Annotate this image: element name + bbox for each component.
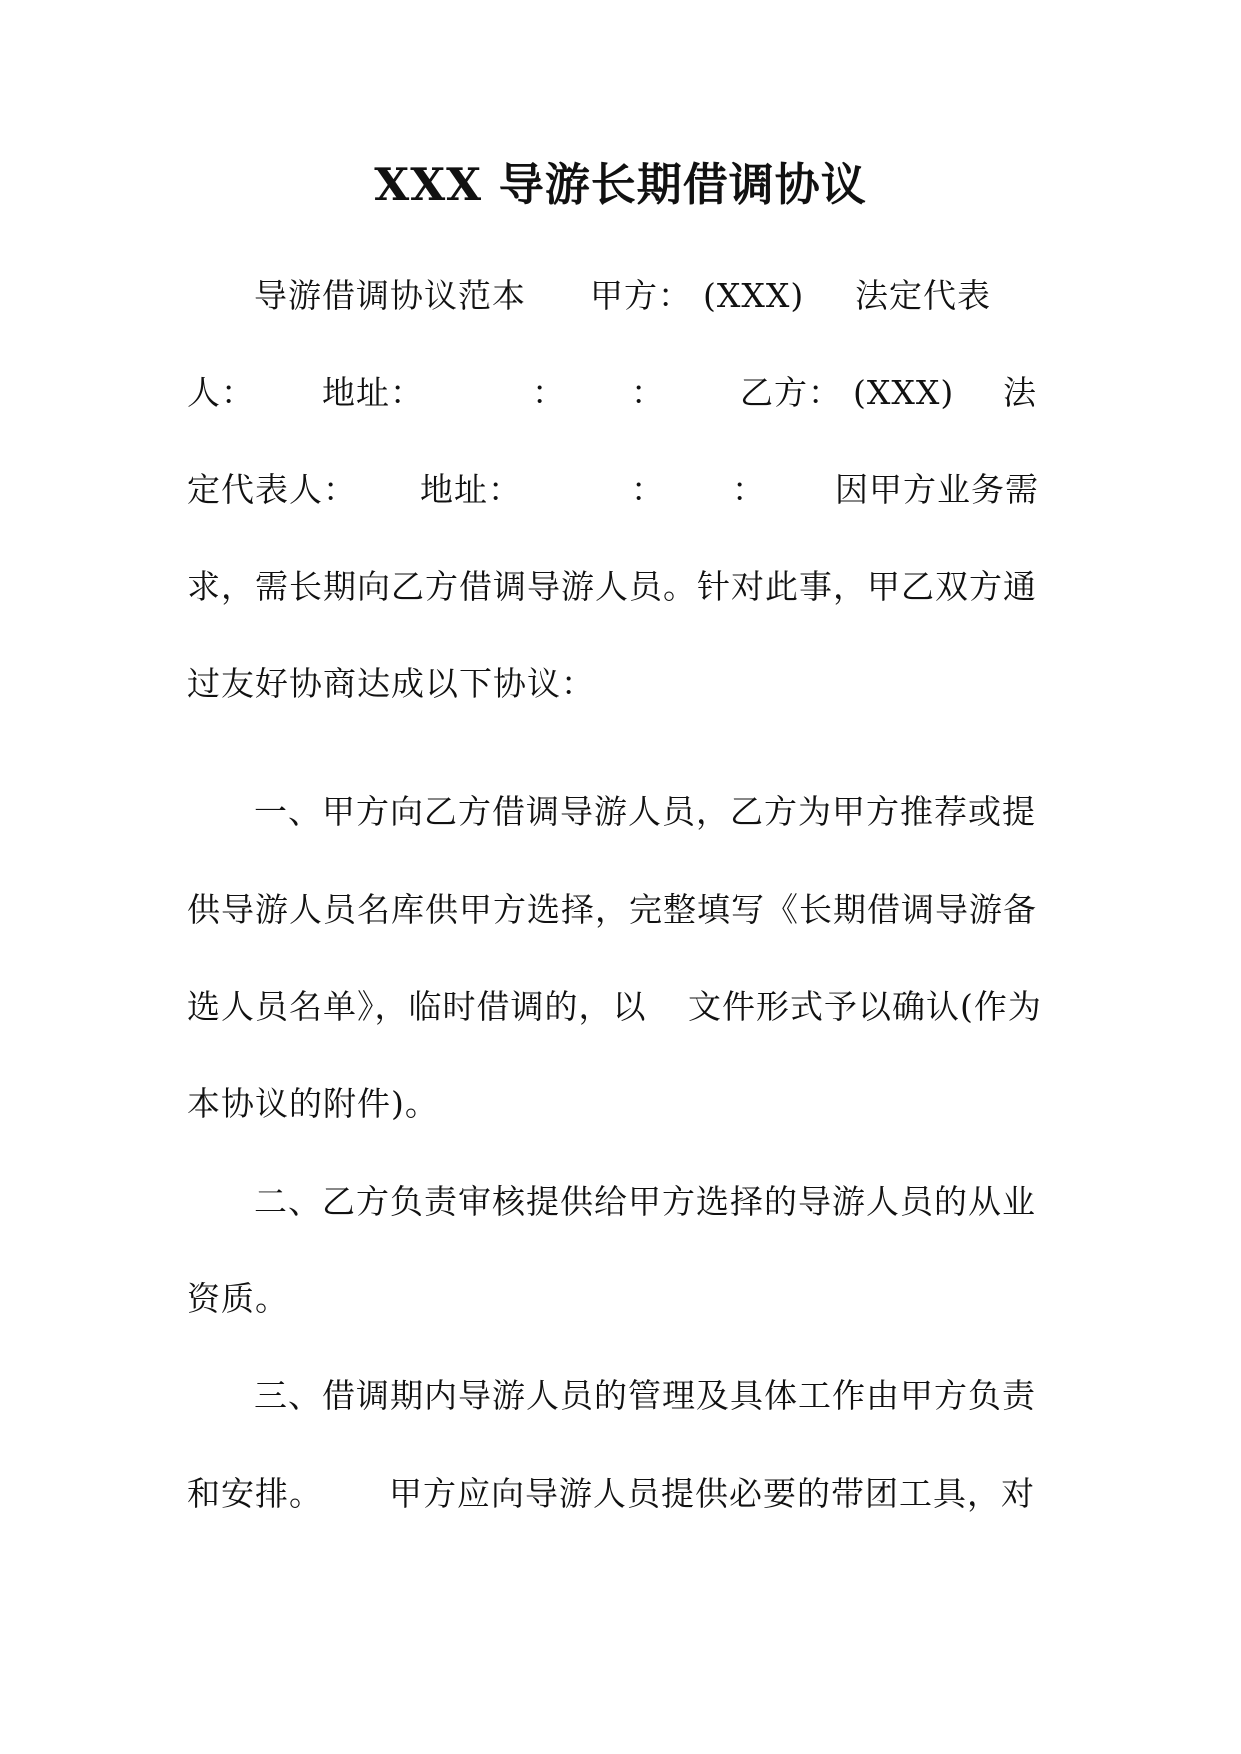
legal-rep-label-end: 人： — [187, 373, 255, 412]
document-title: XXX 导游长期借调协议 — [374, 158, 867, 211]
body-text: 和安排。 — [187, 1474, 323, 1513]
clause-3-line-1: 三、借调期内导游人员的管理及具体工作由甲方负责 — [254, 1376, 1036, 1415]
intro-line-2 — [0, 363, 1241, 423]
body-text: 选人员名单》，临时借调的，以 — [187, 987, 647, 1026]
clause-3-line-2 — [0, 1464, 1241, 1524]
clause-1-line-4: 本协议的附件)。 — [187, 1084, 439, 1123]
party-a-label: 甲方： — [590, 276, 692, 315]
clause-1-line-3 — [0, 977, 1241, 1037]
colon-field: ： — [732, 470, 766, 509]
legal-rep-label: 法定代表 — [855, 276, 991, 315]
clause-1-line-2: 供导游人员名库供甲方选择，完整填写《长期借调导游备 — [187, 890, 1037, 929]
body-text: 甲方应向导游人员提供必要的带团工具，对 — [389, 1474, 1035, 1513]
clause-2-line-1: 二、乙方负责审核提供给甲方选择的导游人员的从业 — [254, 1182, 1036, 1221]
intro-line-1 — [0, 266, 1241, 326]
clause-2-line-2: 资质。 — [187, 1279, 289, 1318]
colon-field: ： — [631, 373, 665, 412]
clause-1-line-1: 一、甲方向乙方借调导游人员，乙方为甲方推荐或提 — [254, 792, 1036, 831]
address-label: 地址： — [420, 470, 522, 509]
intro-line-4: 求，需长期向乙方借调导游人员。针对此事，甲乙双方通 — [187, 567, 1037, 606]
colon-field: ： — [532, 373, 566, 412]
party-b-name: (XXX) — [853, 373, 955, 412]
body-text: 文件形式予以确认(作为 — [688, 987, 1042, 1026]
address-label: 地址： — [322, 373, 424, 412]
party-b-label: 乙方： — [740, 373, 842, 412]
intro-line-5: 过友好协商达成以下协议： — [187, 664, 595, 703]
intro-line-3 — [0, 460, 1241, 520]
legal-rep-label-start: 法 — [1003, 373, 1037, 412]
colon-field: ： — [631, 470, 665, 509]
legal-rep-label: 定代表人： — [187, 470, 357, 509]
intro-text: 导游借调协议范本 — [254, 276, 526, 315]
party-a-name: (XXX) — [703, 276, 805, 315]
body-text: 因甲方业务需 — [835, 470, 1039, 509]
